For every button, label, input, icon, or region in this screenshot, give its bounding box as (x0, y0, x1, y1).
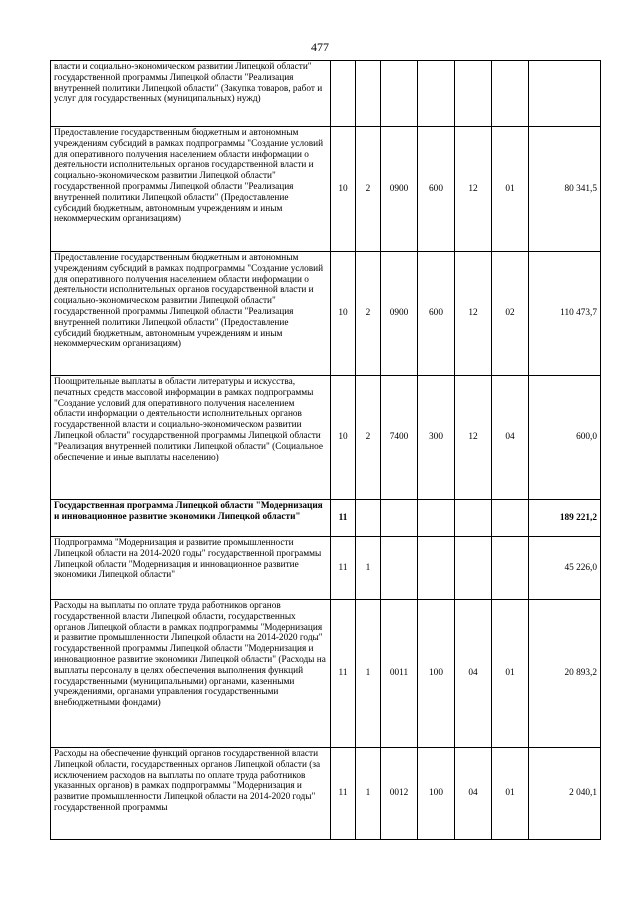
cell-code-2 (356, 500, 381, 537)
cell-code-2: 2 (356, 376, 381, 500)
table-row (51, 252, 601, 376)
cell-code-2: 1 (356, 748, 381, 840)
table-row (51, 127, 601, 252)
table-row (51, 537, 601, 600)
cell-code-6: 02 (492, 252, 529, 376)
cell-code-2: 1 (356, 600, 381, 748)
cell-code-4: 100 (418, 748, 455, 840)
cell-code-4: 600 (418, 252, 455, 376)
table-row (51, 61, 601, 127)
cell-code-4 (418, 61, 455, 127)
cell-code-1: 10 (331, 127, 356, 252)
cell-code-2 (356, 61, 381, 127)
cell-code-3: 0011 (381, 600, 418, 748)
row-name: Подпрограмма "Модернизация и развитие промышленности Липецкой области на 2014-2020 годы" государственной программы Липецкой области "Модернизация и инновационное развитие экономики Липецкой области" (51, 537, 331, 600)
cell-code-1: 11 (331, 748, 356, 840)
table-row-program (51, 500, 601, 537)
cell-code-4: 600 (418, 127, 455, 252)
cell-code-2: 1 (356, 537, 381, 600)
cell-code-5: 12 (455, 127, 492, 252)
cell-code-5: 12 (455, 376, 492, 500)
cell-code-5: 12 (455, 252, 492, 376)
row-name: Государственная программа Липецкой области "Модернизация и инновационное развитие экономики Липецкой области" (51, 500, 331, 537)
cell-code-5 (455, 537, 492, 600)
cell-code-1: 10 (331, 376, 356, 500)
cell-code-5 (455, 500, 492, 537)
row-name: Предоставление государственным бюджетным и автономным учреждениям субсидий в рамках подпрограммы "Создание условий для оперативного получения населением области информации о деятельности исполнительных органов государственной власти и социально-экономическом развитии Липецкой области" государственной программы Липецкой области "Реализация внутренней политики Липецкой области" (Предоставление субсидий бюджетным, автономным учреждениям и иным некоммерческим организациям) (51, 127, 331, 252)
cell-code-5: 04 (455, 748, 492, 840)
cell-code-3 (381, 61, 418, 127)
cell-amount: 189 221,2 (529, 500, 601, 537)
cell-amount: 2 040,1 (529, 748, 601, 840)
cell-amount: 110 473,7 (529, 252, 601, 376)
table-row (51, 376, 601, 500)
cell-amount: 80 341,5 (529, 127, 601, 252)
cell-amount (529, 61, 601, 127)
cell-code-1: 11 (331, 500, 356, 537)
cell-code-3: 7400 (381, 376, 418, 500)
cell-code-1: 10 (331, 252, 356, 376)
cell-amount: 45 226,0 (529, 537, 601, 600)
cell-code-6: 01 (492, 600, 529, 748)
cell-code-1: 11 (331, 600, 356, 748)
cell-code-1: 11 (331, 537, 356, 600)
cell-code-6: 01 (492, 127, 529, 252)
cell-code-6: 04 (492, 376, 529, 500)
cell-code-3 (381, 500, 418, 537)
cell-code-5 (455, 61, 492, 127)
cell-code-6: 01 (492, 748, 529, 840)
cell-code-2: 2 (356, 127, 381, 252)
page-number: 477 (311, 40, 329, 54)
cell-code-3: 0900 (381, 127, 418, 252)
cell-code-4: 300 (418, 376, 455, 500)
table-row (51, 600, 601, 748)
budget-table (50, 60, 601, 840)
cell-code-4 (418, 500, 455, 537)
cell-code-1 (331, 61, 356, 127)
cell-code-3 (381, 537, 418, 600)
row-name: Расходы на обеспечение функций органов государственной власти Липецкой области, государственных органов Липецкой области (за исключением расходов на выплаты по оплате труда работников указанных органов) в рамках подпрограммы "Модернизация и развитие промышленности Липецкой области на 2014-2020 годы" государственной программы (51, 748, 331, 840)
cell-code-2: 2 (356, 252, 381, 376)
table-row (51, 748, 601, 840)
cell-code-4 (418, 537, 455, 600)
cell-code-3: 0900 (381, 252, 418, 376)
cell-code-3: 0012 (381, 748, 418, 840)
cell-amount: 20 893,2 (529, 600, 601, 748)
row-name: Расходы на выплаты по оплате труда работников органов государственной власти Липецкой области, государственных органов Липецкой области в рамках подпрограммы "Модернизация и развитие промышленности Липецкой области на 2014-2020 годы" государственной программы Липецкой области "Модернизация и инновационное развитие экономики Липецкой области" (Расходы на выплаты персоналу в целях обеспечения выполнения функций государственными (муниципальными) органами, казенными учреждениями, органами управления государственными внебюджетными фондами) (51, 600, 331, 748)
cell-code-6 (492, 500, 529, 537)
cell-amount: 600,0 (529, 376, 601, 500)
row-name: Поощрительные выплаты в области литературы и искусства, печатных средств массовой информации в рамках подпрограммы "Создание условий для оперативного получения населением области информации о деятельности исполнительных органов государственной власти и социально-экономическом развитии Липецкой области" государственной программы Липецкой области "Реализация внутренней политики Липецкой области" (Социальное обеспечение и иные выплаты населению) (51, 376, 331, 500)
cell-code-5: 04 (455, 600, 492, 748)
cell-code-4: 100 (418, 600, 455, 748)
row-name: Предоставление государственным бюджетным и автономным учреждениям субсидий в рамках подпрограммы "Создание условий для оперативного получения населением области информации о деятельности исполнительных органов государственной власти и социально-экономическом развитии Липецкой области" государственной программы Липецкой области "Реализация внутренней политики Липецкой области" (Предоставление субсидий бюджетным, автономным учреждениям и иным некоммерческим организациям) (51, 252, 331, 376)
cell-code-6 (492, 61, 529, 127)
cell-code-6 (492, 537, 529, 600)
row-name: власти и социально-экономическом развитии Липецкой области" государственной программы Липецкой области "Реализация внутренней политики Липецкой области" (Закупка товаров, работ и услуг для государственных (муниципальных) нужд) (51, 61, 331, 127)
